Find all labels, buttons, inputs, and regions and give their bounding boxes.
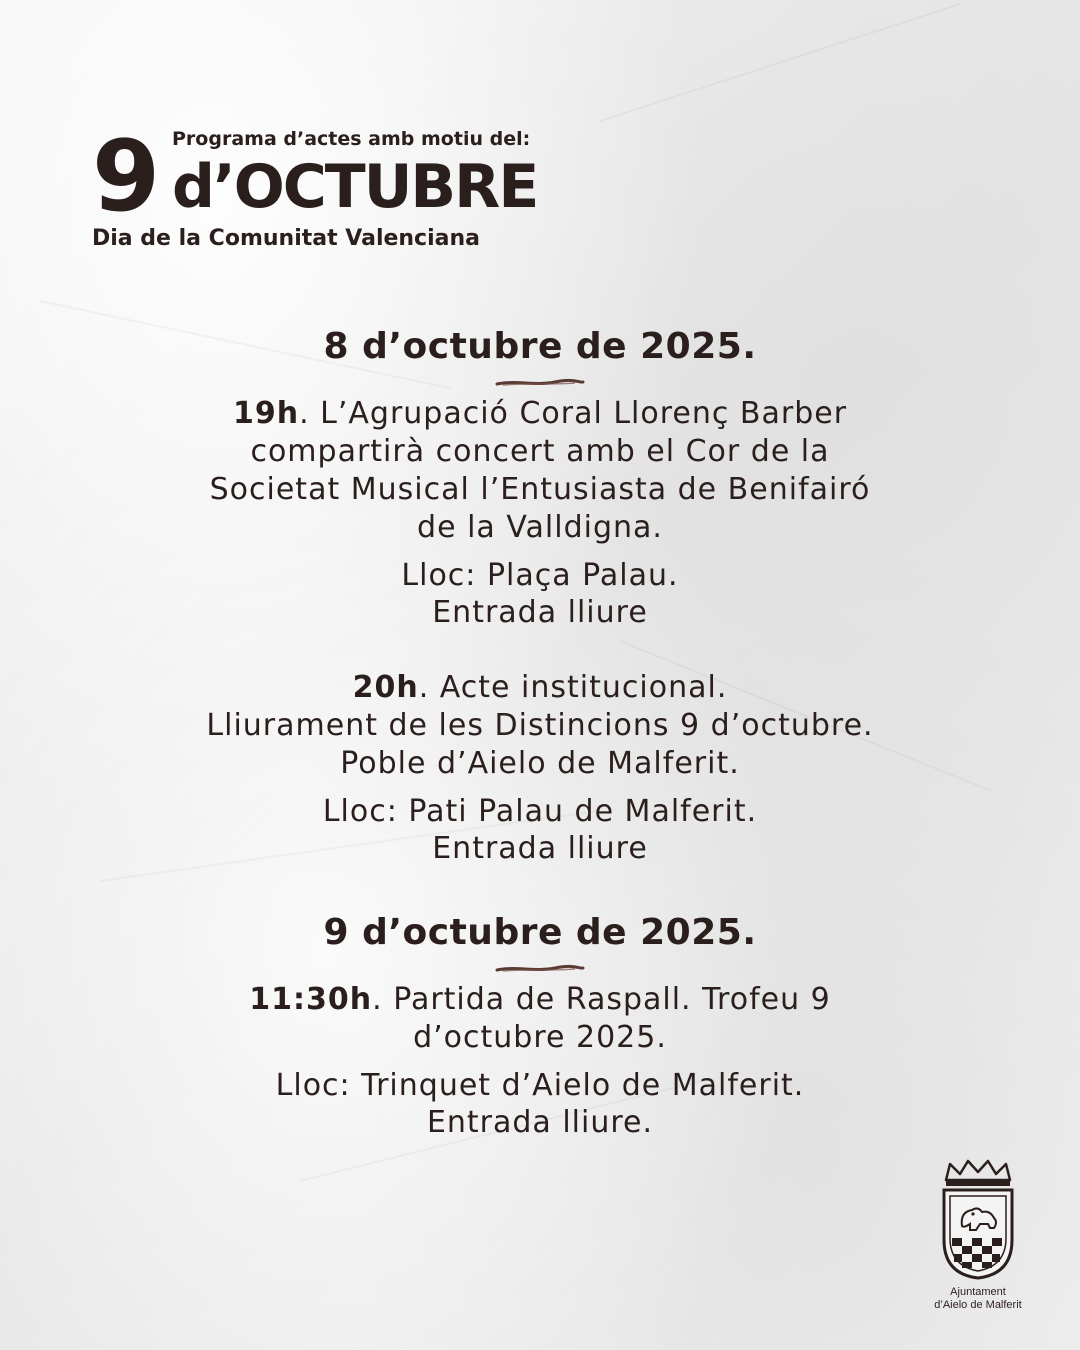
event-description — [90, 981, 990, 1057]
event-time: 19h — [232, 396, 300, 431]
logo-line: d’Aielo de Malferit — [934, 1299, 1022, 1311]
event-time: 20h — [352, 670, 419, 705]
event-description — [90, 669, 990, 783]
town-hall-logo — [918, 1158, 1038, 1318]
event — [90, 669, 990, 867]
event-line: . L’Agrupació Coral Llorenç Barber — [299, 396, 848, 431]
event-entry: Entrada lliure. — [426, 1105, 654, 1140]
header-kicker: Programa d’actes amb motiu del: — [172, 128, 531, 150]
event-location: Lloc: Trinquet d’Aielo de Malferit. — [275, 1068, 805, 1103]
header-subtitle: Dia de la Comunitat Valenciana — [92, 226, 480, 251]
logo-line: Ajuntament — [950, 1286, 1006, 1298]
event — [90, 981, 990, 1141]
event-line: . Partida de Raspall. Trofeu 9 — [372, 982, 831, 1017]
header-number: 9 — [92, 120, 157, 234]
event-line: d’octubre 2025. — [413, 1020, 667, 1055]
header-month: d’OCTUBRE — [172, 152, 538, 222]
event-location: Lloc: Pati Palau de Malferit. — [322, 794, 758, 829]
day-section-1 — [90, 326, 990, 867]
event-line: Societat Musical l’Entusiasta de Benifairó — [209, 472, 871, 507]
event-time: 11:30h — [249, 982, 373, 1017]
paper-crease — [600, 3, 962, 122]
event-place — [90, 1067, 990, 1141]
day-title: 8 d’octubre de 2025. — [323, 326, 757, 367]
event — [90, 395, 990, 631]
event-place — [90, 793, 990, 867]
event-place — [90, 557, 990, 631]
coat-of-arms-icon — [940, 1158, 1016, 1280]
event-line: compartirà concert amb el Cor de la — [250, 434, 830, 469]
brush-divider — [495, 377, 585, 389]
day-title: 9 d’octubre de 2025. — [323, 912, 757, 953]
event-line: Poble d’Aielo de Malferit. — [340, 746, 740, 781]
poster-header — [92, 122, 612, 262]
event-description — [90, 395, 990, 547]
event-line: Lliurament de les Distincions 9 d’octubre. — [206, 708, 874, 743]
event-line: . Acte institucional. — [418, 670, 728, 705]
brush-divider — [495, 963, 585, 975]
event-entry: Entrada lliure — [432, 831, 648, 866]
event-entry: Entrada lliure — [432, 595, 648, 630]
event-line: de la Valldigna. — [417, 510, 663, 545]
logo-text — [918, 1286, 1038, 1312]
day-section-2 — [90, 912, 990, 1141]
event-location: Lloc: Plaça Palau. — [401, 558, 679, 593]
